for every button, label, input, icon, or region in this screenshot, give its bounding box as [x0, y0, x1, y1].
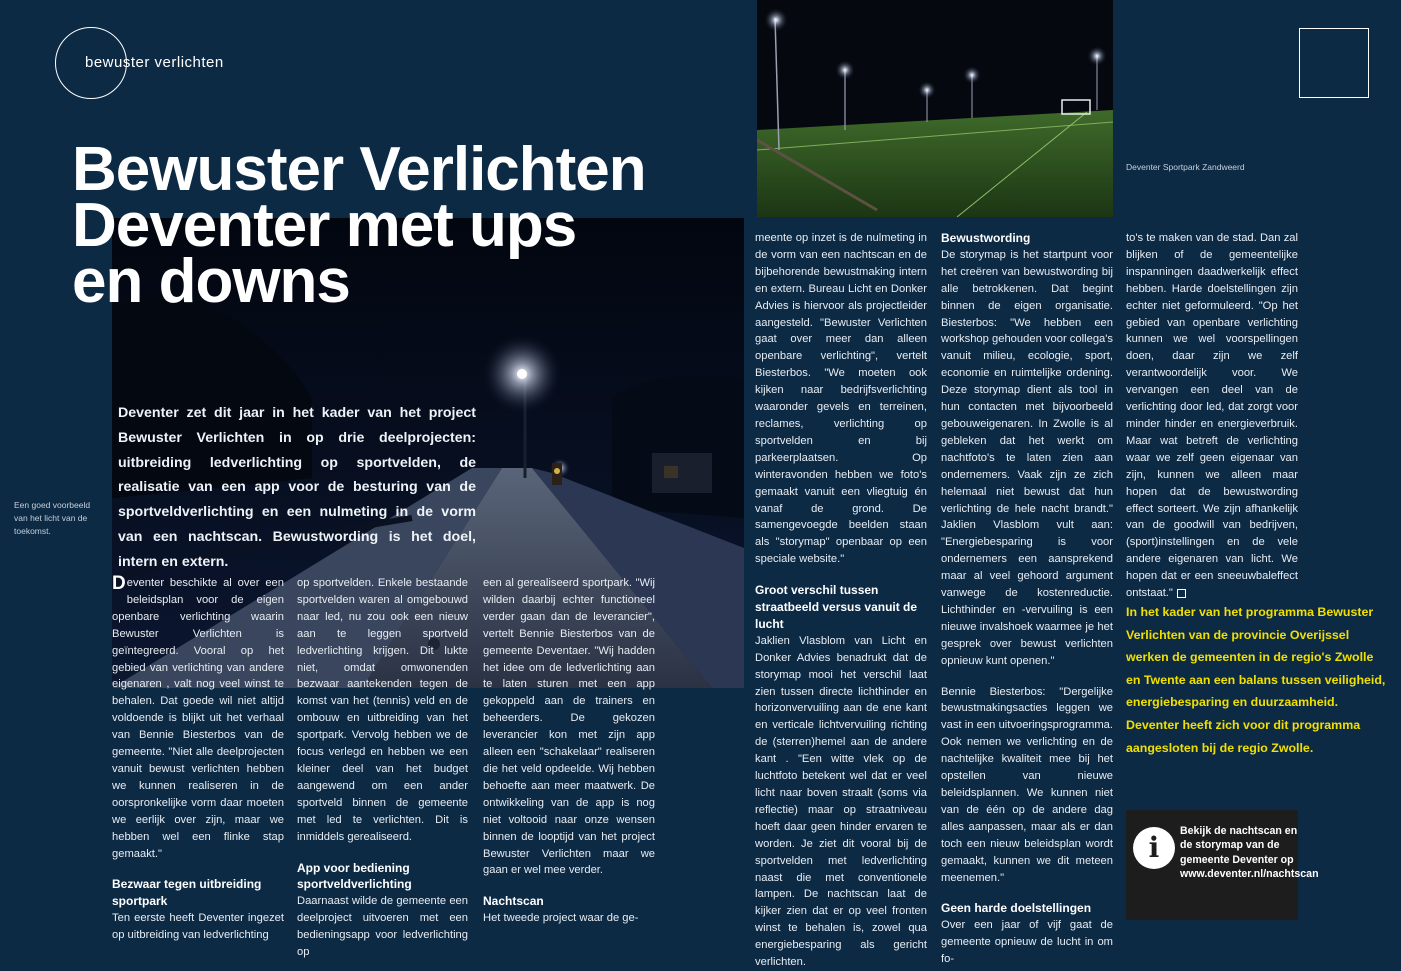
paragraph: een al gerealiseerd sportpark. "Wij wilden daarbij echter functioneel verder gaan dan de leverancier", vertelt Bennie Biesterbos van de gemeente Deventaer. "Wij hadden het idee om de ledverlichting aan te laten sturen met een app gekoppeld aan de trainers en beheerders. De gekozen leverancier kon met zijn app alleen een "schakelaar" realiseren die het veld opdeelde. Wij hebben behoefte aan meer maatwerk. De ontwikkeling van de app is nog niet voltooid naar onze wensen binnen de looptijd van het project Bewuster Verlichten maar we gaan er wel mee verder. [483, 577, 655, 877]
info-text: Bekijk de nachtscan en de storymap van de gemeente Deventer op www.deventer.nl/nachtscan [1180, 825, 1319, 881]
paragraph: Over een jaar of vijf gaat de gemeente opnieuw de lucht in om fo- [941, 919, 1113, 966]
article-column-6 [1126, 230, 1298, 602]
paragraph: Ten eerste heeft Deventer ingezet op uitbreiding van ledverlichting [112, 912, 284, 942]
sports-field-illustration [757, 0, 1113, 217]
paragraph: meente op inzet is de nulmeting in de vorm van een nachtscan en de bijbehorende bewustmaking intern en extern. Bureau Licht en Donker Advies is hiervoor als projectleider aangesteld. "Bewuster Verlichten gaat over meer dan alleen openbare verlichting", vertelt Biesterbos. "We moeten ook kijken naar bedrijfsverlichting waaronder gevels en terreinen, reclames, verlichting op sportvelden en bij parkeerplaatsen. Op winteravonden hebben we foto's gemaakt vanuit een vliegtuig én vanaf de grond. De samengevoegde beelden staan als "storymap" openbaar op een speciale website." [755, 232, 927, 566]
paragraph [1126, 230, 1298, 602]
subheading: Nachtscan [483, 894, 544, 909]
subheading: Bezwaar tegen uitbreiding sportpark [112, 877, 262, 909]
street-photo-caption: Een goed voorbeeld van het licht van de toekomst. [14, 500, 91, 536]
section-label: bewuster verlichten [85, 54, 224, 71]
end-mark-icon [1177, 589, 1186, 598]
corner-square-decoration [1299, 28, 1369, 98]
lead-paragraph: Deventer zet dit jaar in het kader van het project Bewuster Verlichten in op drie deelprojecten: uitbreiding ledverlichting op sportvelden, de realisatie van een app voor de besturing van de sportveldverlichting en een nulmeting in de vorm van een nachtscan. Bewustwording is het doel, intern en extern. [118, 405, 476, 570]
subheading: Bewustwording [941, 231, 1031, 245]
paragraph: op sportvelden. Enkele bestaande sportvelden waren al omgebouwd naar led, nu zou ook een nieuw aan te leggen sportveld ledverlichting krijgen. Dit lukte niet, omdat omwonenden bezwaar aantekenden tegen de komst van het (tennis) veld en de ombouw en uitbreiding van het sportpark. Vervolg hebben we de focus verlegd en hebben we een kleiner deel van het budget aangewend om een ander sportveld binnen de gemeente met led te verlichten. Dit is inmiddels gerealiseerd. [297, 577, 468, 843]
paragraph: Het tweede project waar de ge- [483, 912, 639, 925]
article-column-3 [483, 575, 655, 927]
drop-cap: D [112, 573, 126, 594]
page-title [72, 135, 646, 316]
highlight-paragraph: In het kader van het programma Bewuster Verlichten van de provincie Overijssel werken de gemeenten in de regio's Zwolle en Twente aan een balans tussen veiligheid, energiebesparing en duurzaamheid. Deventer heeft zich voor dit programma aangesloten bij de regio Zwolle. [1126, 605, 1386, 755]
subheading: App voor bediening sportveldverlichting [297, 860, 412, 892]
title-line-2: Deventer met ups [72, 191, 577, 260]
paragraph-text: to's te maken van de stad. Dan zal blijken of de gemeentelijke inspanningen daadwerkelijk effect hebben. Harde doelstellingen zijn echter niet geformuleerd. "Op het gebied van openbare verlichting kunnen we wel voorspellingen doen, daar zijn we zelf verantwoordelijk voor. We vervangen een deel van de verlichting door led, dat zorgt voor minder hinder en energieverbruik. Maar wat betreft de verlichting waar we zelf geen eigenaar van zijn, kunnen we alleen maar hopen dat de bewustwording effect sorteert. We zijn afhankelijk van de goodwill van bedrijven, (sport)instellingen en de vele andere eigenaren van licht. We hopen dat er een sneeuwbaleffect ontstaat." [1126, 232, 1298, 600]
title-line-3: en downs [72, 247, 350, 316]
article-column-4 [755, 230, 927, 971]
paragraph: Jaklien Vlasblom van Licht en Donker Advies benadrukt dat de storymap mooi het verschil laat zien tussen directe lichthinder en horizonvervuiling aan de ene kant en verticale lichtvervuiling richting de (sterren)hemel aan de andere kant . "Een witte vlek op de luchtfoto betekent wel dat er veel licht naar boven straalt (soms via reflectie) maar op straatniveau hoeft daar geen hinder ervaren te worden. Je ziet dit vooral bij de sportvelden met ledverlichting naast die met conventionele lampen. De nachtscan laat de kijker zien dat er op veel fronten winst te behalen is, zowel qua energiebesparing als gericht verlichten. [755, 634, 927, 969]
info-icon: i [1133, 827, 1175, 869]
title-line-1: Bewuster Verlichten [72, 135, 646, 204]
article-column-2 [297, 575, 468, 961]
sports-field-photo [757, 0, 1113, 217]
article-column-1 [112, 575, 284, 944]
sports-photo-caption: Deventer Sportpark Zandweerd [1126, 162, 1245, 172]
article-column-5 [941, 230, 1113, 968]
paragraph: Bennie Biesterbos: "Dergelijke bewustmakingsacties leggen we vast in een uitvoeringsprogramma. Ook nemen we verlichting en de nachtelijke kwaliteit mee bij het opstellen van nieuwe beleidsplannen. We kunnen niet van de één op de andere dag alles aanpassen, maar als er dan toch een nieuw beleidsplan wordt gemaakt, kunnen we dit meteen meenemen." [941, 685, 1113, 884]
subheading: Geen harde doelstellingen [941, 901, 1092, 916]
paragraph-text: eventer beschikte al over een beleidsplan voor de eigen openbare verlichting waarin Bewuster Verlichten is geïntegreerd. Vooral op het gebied van verlichting van andere eigenaren , valt nog veel winst te behalen. Dat goede wil niet altijd voldoende is blijkt uit het verhaal van Bennie Biesterbos van de gemeente. "Niet alle deelprojecten vanuit bewust verlichten hebben we kunnen realiseren in de oorspronkelijke vorm daar moeten we eerlijk over zijn, maar we hebben wel een flinke stap gemaakt." [112, 577, 284, 860]
paragraph: Daarnaast wilde de gemeente een deelproject uitvoeren met een bedieningsapp voor ledverlichting op [297, 895, 468, 959]
paragraph: De storymap is het startpunt voor het creëren van bewustwording bij alle betrokkenen. Dat begint binnen de eigen organisatie. Biesterbos: "We hebben een workshop gehouden voor collega's vanuit milieu, ecologie, sport, economie en ruimtelijke ordening. Deze storymap dient als tool in hun contacten met bijvoorbeeld gebouweigenaren. In Zwolle is al gebleken dat het werkt om nachtfoto's te laten zien aan ondernemers. Vaak zijn ze zich helemaal niet bewust dat hun verlichting de hele nacht brandt." Jaklien Vlasblom vult aan: "Energiebesparing is voor ondernemers een aansprekend maar al veel gehoord argument vanwege de kostenreductie. Lichthinder en -vervuiling is een nieuwe invalshoek waarmee je het gesprek over bewust verlichten opnieuw kunt openen." [941, 248, 1113, 667]
subheading: Groot verschil tussen straatbeeld versus vanuit de lucht [755, 583, 918, 631]
paragraph [112, 575, 284, 862]
